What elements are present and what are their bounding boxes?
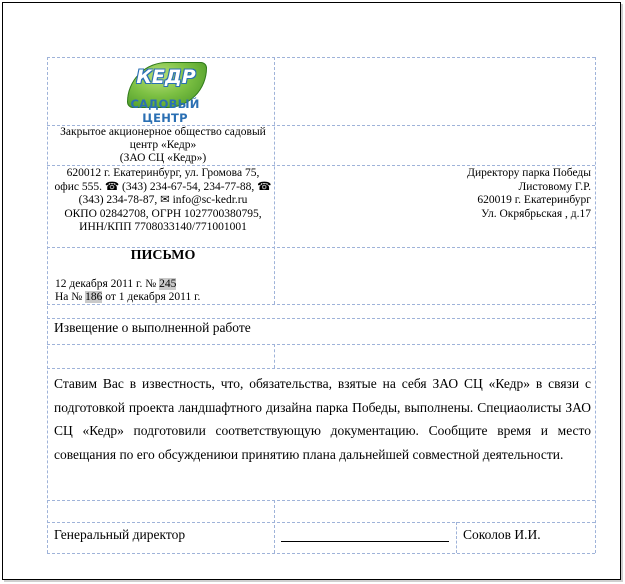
recipient-line: Листовому Г.Р. xyxy=(518,180,591,193)
organization-line: (ЗАО СЦ «Кедр») xyxy=(119,152,207,164)
reply-reference-line xyxy=(55,291,200,304)
letter-body: Ставим Вас в известность, что, обязательства, взятые на себя ЗАО СЦ «Кедр» в связи с подготовкой проекта ландшафтного дизайна парка Победы, выполнены. Специаолисты ЗАО СЦ «Кедр» подготовили соответствующую документацию. Сообщите время и место совещания по его обсуждениюи принятию плана дальнейшей совместной деятельности. xyxy=(54,376,591,462)
organization-line: центр «Кедр» xyxy=(129,139,197,151)
logo-tagline: САДОВЫЙ ЦЕНТР xyxy=(130,97,200,125)
letter-reference xyxy=(55,278,200,304)
signatory-name: Соколов И.И. xyxy=(463,527,541,542)
letter-date-line xyxy=(55,278,200,291)
contacts-line: офис 555. ☎ (343) 234-67-54, 234-77-88, ☎ xyxy=(54,180,272,193)
contacts-line: ИНН/КПП 7708033140/771001001 xyxy=(79,221,247,233)
letter-number: 245 xyxy=(159,278,177,290)
signature-line xyxy=(281,541,449,542)
signatory-title: Генеральный директор xyxy=(54,527,186,542)
letter-date: 12 декабря 2011 г. № xyxy=(55,278,157,290)
recipient-line: Директору парка Победы xyxy=(467,167,591,179)
contacts-line: ОКПО 02842708, ОГРН 1027700380795, xyxy=(64,207,262,220)
organization-name xyxy=(51,126,275,165)
letter-subject: Извещение о выполненной работе xyxy=(54,320,251,335)
company-logo xyxy=(115,60,215,125)
logo-name: КЕДР xyxy=(136,66,196,88)
organization-contacts xyxy=(51,167,275,235)
letter-title: ПИСЬМО xyxy=(130,248,196,263)
recipient-block xyxy=(300,167,591,221)
contacts-line: 620012 г. Екатеринбург, ул. Громова 75, xyxy=(66,167,260,179)
reply-date: от 1 декабря 2011 г. xyxy=(105,291,201,303)
recipient-line: Ул. Окрябрьская , д.17 xyxy=(481,207,591,220)
recipient-line: 620019 г. Екатеринбург xyxy=(477,194,591,206)
reply-number: 186 xyxy=(85,291,103,303)
contacts-line: (343) 234-78-87, ✉ info@sc-kedr.ru xyxy=(78,194,248,206)
reply-prefix: На № xyxy=(55,291,83,303)
organization-line: Закрытое акционерное общество садовый xyxy=(60,126,266,138)
